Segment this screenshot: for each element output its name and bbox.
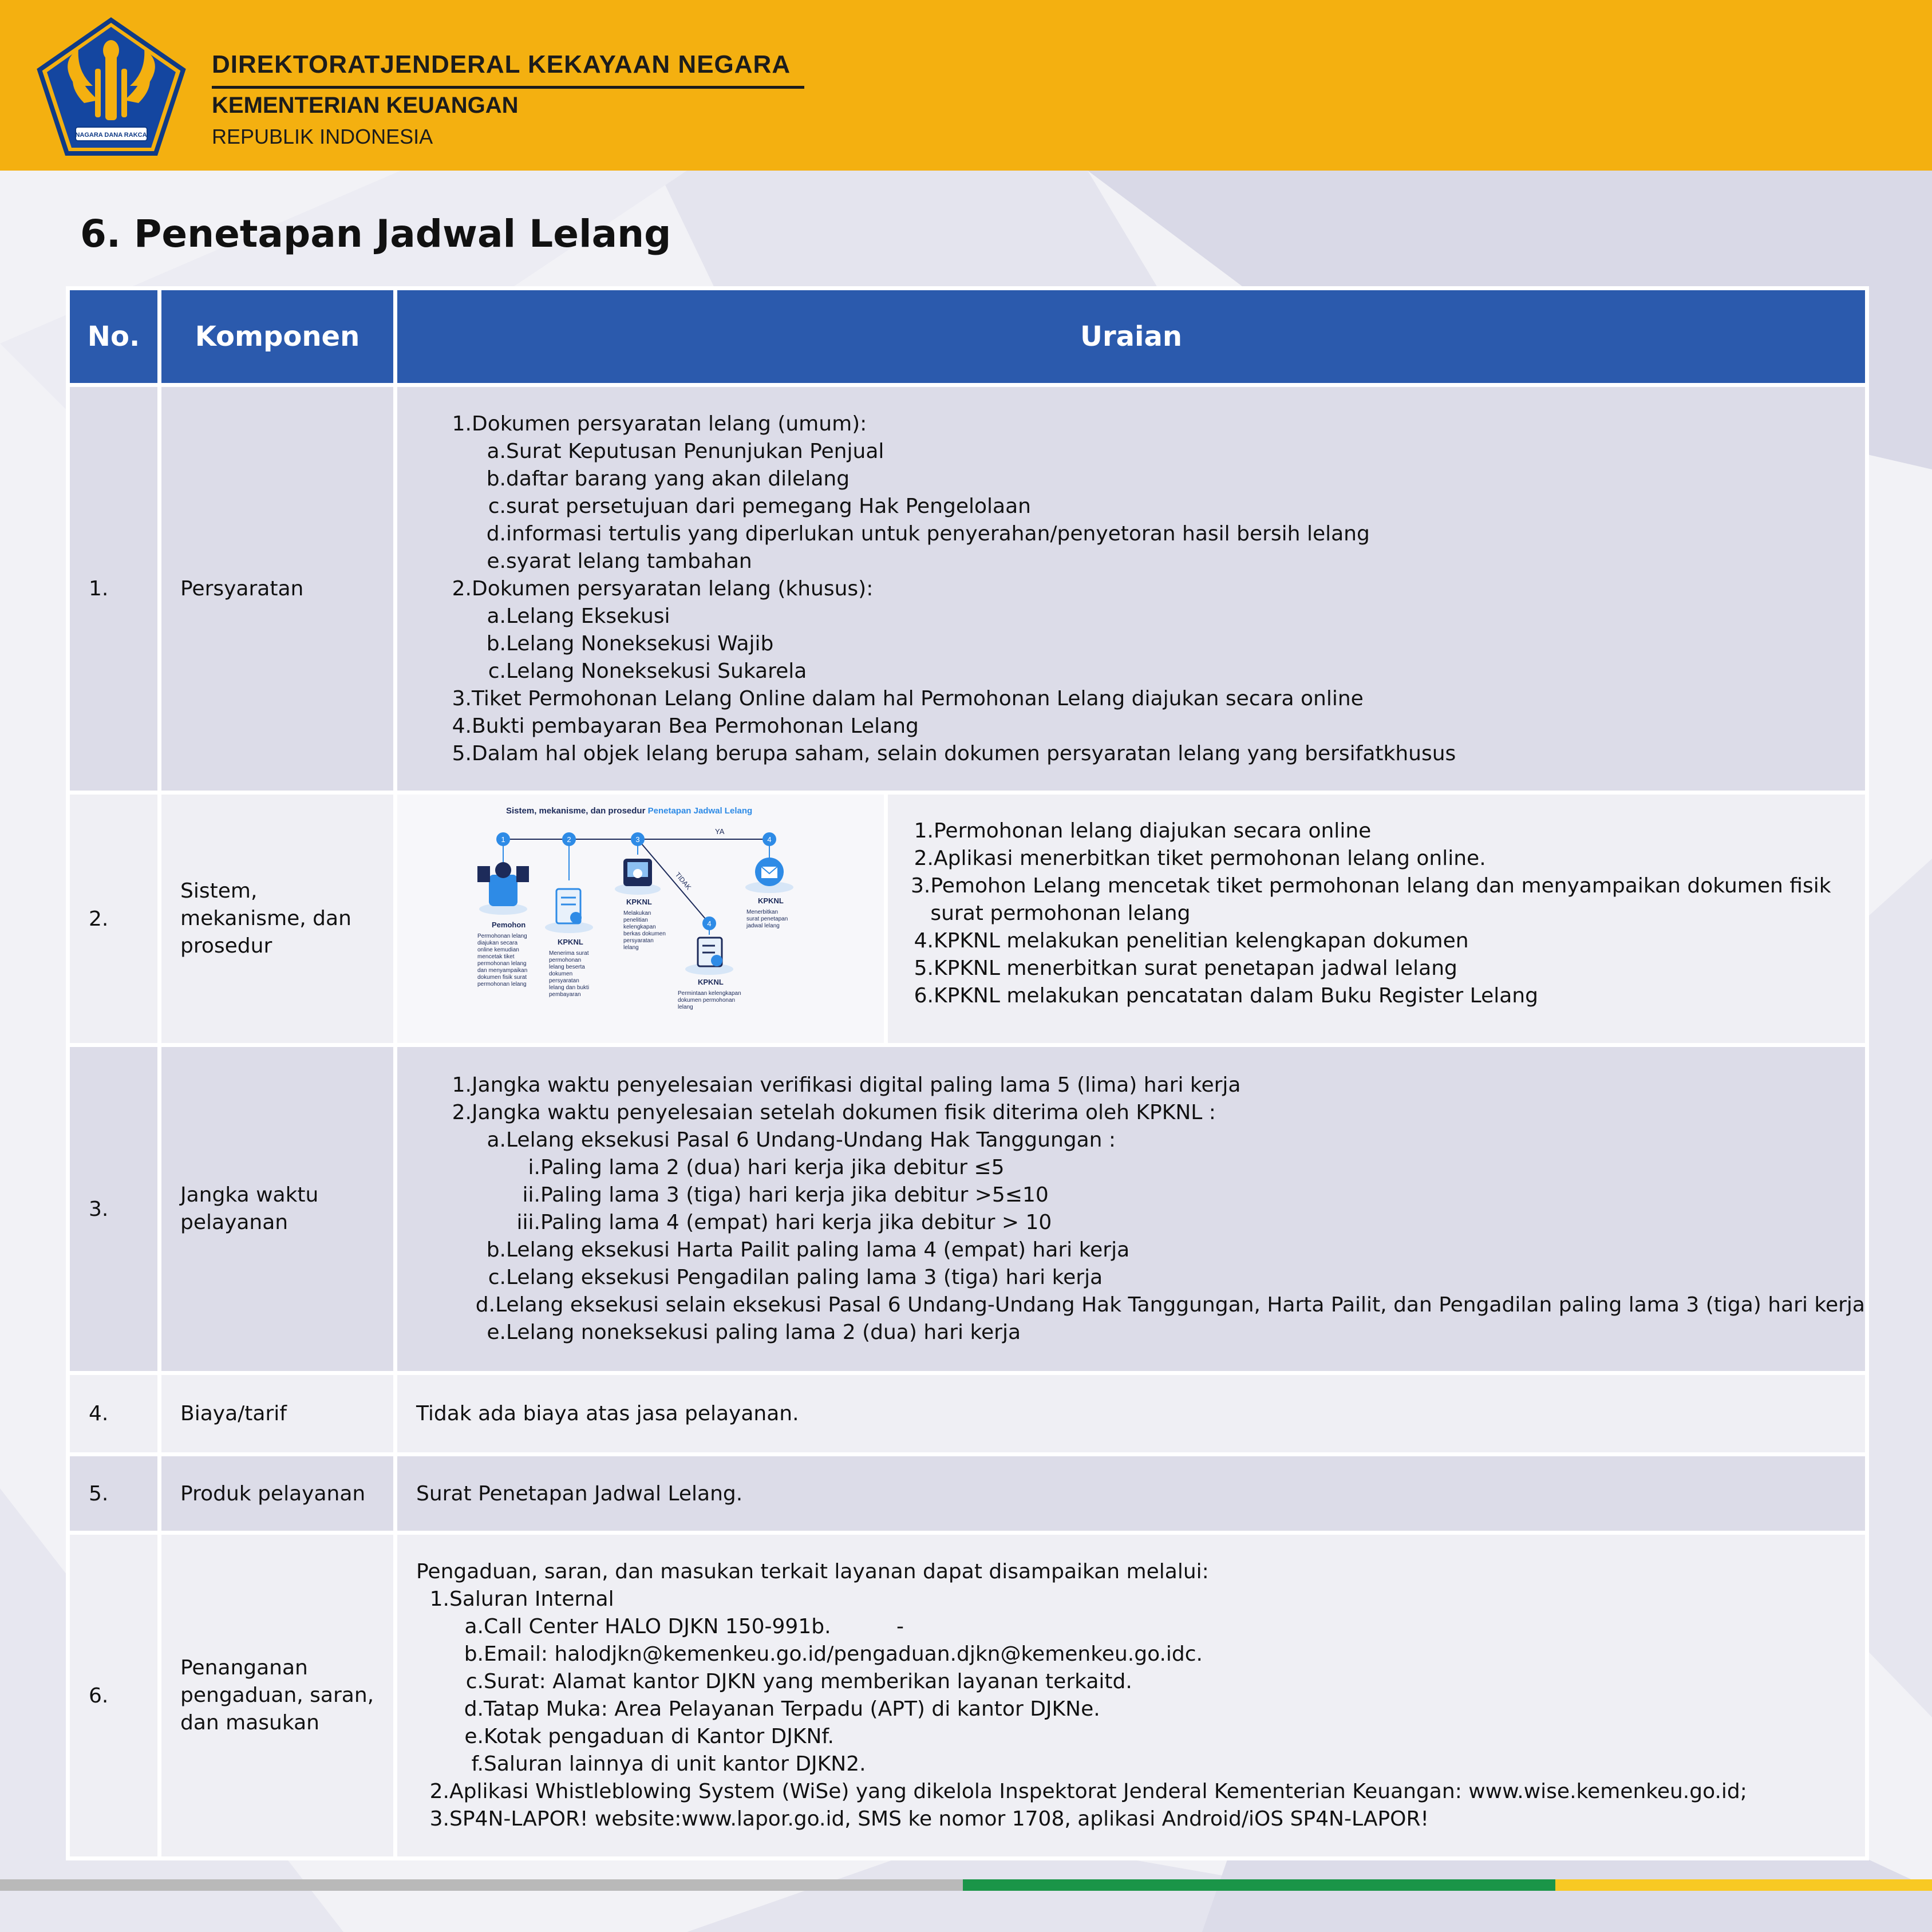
list-item: 5. Dalam hal objek lelang berupa saham, selain dokumen persyaratan lelang yang bersifatkhusus	[452, 741, 1456, 765]
org-name-line3: REPUBLIK INDONESIA	[212, 125, 433, 148]
row-description: Tidak ada biaya atas jasa pelayanan.	[397, 1375, 1865, 1452]
svg-text:4: 4	[767, 835, 772, 844]
list-item: e. Lelang noneksekusi paling lama 2 (dua) hari kerja	[487, 1321, 1021, 1344]
list-item: ii. Paling lama 3 (tiga) hari kerja jika debitur >5≤10	[522, 1183, 1049, 1207]
row-description	[397, 1535, 1865, 1856]
step-badge	[496, 832, 510, 846]
diagram-title-accent: Penetapan Jadwal Lelang	[647, 806, 753, 816]
list-item: b. Lelang eksekusi Harta Pailit paling lama 4 (empat) hari kerja	[486, 1238, 1130, 1262]
row-component: Jangka waktu pelayanan	[161, 1047, 393, 1371]
footer-bar-yellow	[1555, 1879, 1932, 1891]
document-icon	[545, 889, 593, 933]
list-item: 3. SP4N-LAPOR! website:www.lapor.go.id, SMS ke nomor 1708, aplikasi Android/iOS SP4N-LAPOR!	[429, 1807, 1429, 1831]
list-item: a. Lelang eksekusi Pasal 6 Undang-Undang Hak Tanggungan :	[487, 1128, 1116, 1152]
org-name-line1: DIREKTORATJENDERAL KEKAYAAN NEGARA	[212, 50, 791, 78]
list-item: 6. KPKNL melakukan pencatatan dalam Buku Register Lelang	[914, 984, 1538, 1008]
step-label: KPKNL	[558, 938, 583, 946]
step-description: Menerima surat permohonan lelang beserta dokumen persyaratan lelang dan bukti pembayaran	[549, 950, 590, 998]
step-label: KPKNL	[758, 896, 784, 905]
list-item: a. Surat Keputusan Penunjukan Penjual	[487, 439, 884, 463]
mail-icon	[745, 858, 793, 893]
system-section	[397, 795, 1865, 1043]
list-item: b. Lelang Noneksekusi Wajib	[486, 631, 774, 655]
table-row	[70, 1047, 1865, 1371]
header-underline	[212, 86, 804, 89]
list-item: c. Surat: Alamat kantor DJKN yang memberikan layanan terkaitd.	[465, 1670, 1132, 1693]
requirements-list	[420, 410, 1865, 768]
header-banner	[0, 0, 1932, 171]
step-label: KPKNL	[626, 898, 652, 906]
step-badge	[631, 832, 645, 846]
step-description: Permintaan kelengkapan dokumen permohonan lelang	[678, 990, 741, 1010]
row-number: 3.	[70, 1047, 157, 1371]
list-item: d. Lelang eksekusi selain eksekusi Pasal 6 Undang-Undang Hak Tanggungan, Harta Pailit, dan Pengadilan paling lama 3 (tiga) hari kerja	[475, 1293, 1865, 1317]
row-description	[397, 387, 1865, 791]
row-number: 4.	[70, 1375, 157, 1452]
list-item: 3. Tiket Permohonan Lelang Online dalam hal Permohonan Lelang diajukan secara online	[452, 686, 1364, 710]
row-number: 5.	[70, 1456, 157, 1531]
table-row	[70, 387, 1865, 791]
list-item: d. informasi tertulis yang diperlukan untuk penyerahan/penyetoran hasil bersih lelang	[486, 521, 1370, 546]
list-item: 2. Dokumen persyaratan lelang (khusus):	[452, 576, 874, 600]
row-component: Biaya/tarif	[161, 1375, 393, 1452]
svg-text:1: 1	[501, 835, 505, 844]
row-description	[397, 1047, 1865, 1371]
diagram-tidak: TIDAK	[673, 870, 693, 892]
list-item: 2. Aplikasi Whistleblowing System (WiSe) yang dikelola Inspektorat Jenderal Kementerian Keuangan: www.wise.kemenkeu.go.id;	[429, 1780, 1747, 1803]
step-description: Permohonan lelang diajukan secara online kemudian mencetak tiket permohonan lelang dan menyampaikan dokumen fisik surat permohonan lelang	[477, 933, 528, 987]
row-number: 1.	[70, 387, 157, 791]
svg-text:Sistem, mekanisme, dan prosedu	[506, 806, 752, 816]
checklist-icon	[685, 938, 733, 975]
list-item: 2. Jangka waktu penyelesaian setelah dokumen fisik diterima oleh KPKNL :	[452, 1101, 1216, 1124]
flow-diagram	[397, 795, 888, 1043]
step-badge	[762, 832, 776, 846]
timeframe-list	[420, 1072, 1865, 1346]
kemenkeu-logo-icon	[35, 17, 187, 157]
footer-bar-green	[963, 1879, 1555, 1891]
complaint-intro: Pengaduan, saran, dan masukan terkait layanan dapat disampaikan melalui:	[416, 1560, 1209, 1583]
list-item: a. Call Center HALO DJKN 150-991b. -	[464, 1615, 904, 1638]
procedure-list	[888, 795, 1865, 1043]
footer-bar-gray	[0, 1879, 963, 1891]
inspection-icon	[615, 859, 661, 895]
svg-text:3: 3	[635, 835, 640, 844]
org-name-line2: KEMENTERIAN KEUANGAN	[212, 93, 519, 118]
list-item: 1. Saluran Internal	[429, 1587, 614, 1611]
list-item: 1. Jangka waktu penyelesaian verifikasi digital paling lama 5 (lima) hari kerja	[452, 1073, 1241, 1097]
list-item: 4. Bukti pembayaran Bea Permohonan Lelang	[452, 714, 919, 738]
list-item: 2. Aplikasi menerbitkan tiket permohonan lelang online.	[914, 847, 1486, 870]
list-item: c. Lelang eksekusi Pengadilan paling lama 3 (tiga) hari kerja	[488, 1266, 1103, 1289]
row-description: Surat Penetapan Jadwal Lelang.	[397, 1456, 1865, 1531]
list-item: i. Paling lama 2 (dua) hari kerja jika debitur ≤5	[528, 1156, 1005, 1179]
list-item: a. Lelang Eksekusi	[487, 604, 670, 628]
list-item: 5. KPKNL menerbitkan surat penetapan jadwal lelang	[914, 957, 1457, 980]
step-badge	[562, 832, 576, 846]
applicant-icon	[477, 862, 529, 915]
list-item: c. surat persetujuan dari pemegang Hak Pengelolaan	[488, 494, 1031, 518]
flow-diagram-svg	[397, 795, 884, 1038]
diagram-title: Sistem, mekanisme, dan prosedur	[506, 806, 648, 816]
header-uraian: Uraian	[397, 290, 1865, 383]
list-item: iii. Paling lama 4 (empat) hari kerja jika debitur > 10	[516, 1211, 1052, 1234]
list-item: f. Saluran lainnya di unit kantor DJKN2.	[471, 1752, 866, 1776]
list-item: c. Lelang Noneksekusi Sukarela	[488, 659, 807, 683]
table-header-row	[70, 290, 1865, 383]
row-component: Produk pelayanan	[161, 1456, 393, 1531]
list-item: b. Email: halodjkn@kemenkeu.go.id/pengaduan.djkn@kemenkeu.go.idc.	[464, 1642, 1203, 1666]
page-title: 6. Penetapan Jadwal Lelang	[80, 212, 671, 256]
service-table	[66, 286, 1869, 1860]
row-number: 2.	[70, 795, 157, 1043]
table-row	[70, 1535, 1865, 1856]
row-component: Sistem, mekanisme, dan prosedur	[161, 795, 393, 1043]
list-item: 1. Permohonan lelang diajukan secara online	[914, 819, 1372, 843]
complaint-list	[416, 1558, 1865, 1833]
header-komponen: Komponen	[161, 290, 393, 383]
list-item: e. Kotak pengaduan di Kantor DJKNf.	[464, 1725, 834, 1748]
list-item: e. syarat lelang tambahan	[487, 549, 752, 573]
header-no: No.	[70, 290, 157, 383]
svg-text:2: 2	[567, 835, 571, 844]
list-item: b. daftar barang yang akan dilelang	[486, 467, 850, 491]
row-component: Persyaratan	[161, 387, 393, 791]
table-row	[70, 795, 1865, 1043]
step-label: Pemohon	[492, 920, 526, 929]
table-row	[70, 1456, 1865, 1531]
step-description: Melakukan penelitian kelengkapan berkas dokumen persyaratan lelang	[623, 910, 666, 951]
list-item: 4. KPKNL melakukan penelitian kelengkapan dokumen	[914, 929, 1469, 953]
row-number: 6.	[70, 1535, 157, 1856]
svg-text:4: 4	[707, 919, 712, 928]
list-item: 1. Dokumen persyaratan lelang (umum):	[452, 412, 867, 436]
step-description: Menerbitkan surat penetapan jadwal lelang	[746, 909, 788, 929]
table-row	[70, 1375, 1865, 1452]
list-item: 3. Pemohon Lelang mencetak tiket permohonan lelang dan menyampaikan dokumen fisik surat permohonan lelang	[911, 874, 1831, 925]
logo-ribbon-text: NAGARA DANA RAKCA	[75, 132, 147, 139]
list-item: d. Tatap Muka: Area Pelayanan Terpadu (APT) di kantor DJKNe.	[464, 1697, 1100, 1721]
step-badge	[702, 916, 716, 930]
diagram-ya: YA	[715, 827, 725, 836]
step-label: KPKNL	[698, 978, 724, 986]
row-component: Penanganan pengaduan, saran, dan masukan	[161, 1535, 393, 1856]
row-description	[397, 795, 1865, 1043]
